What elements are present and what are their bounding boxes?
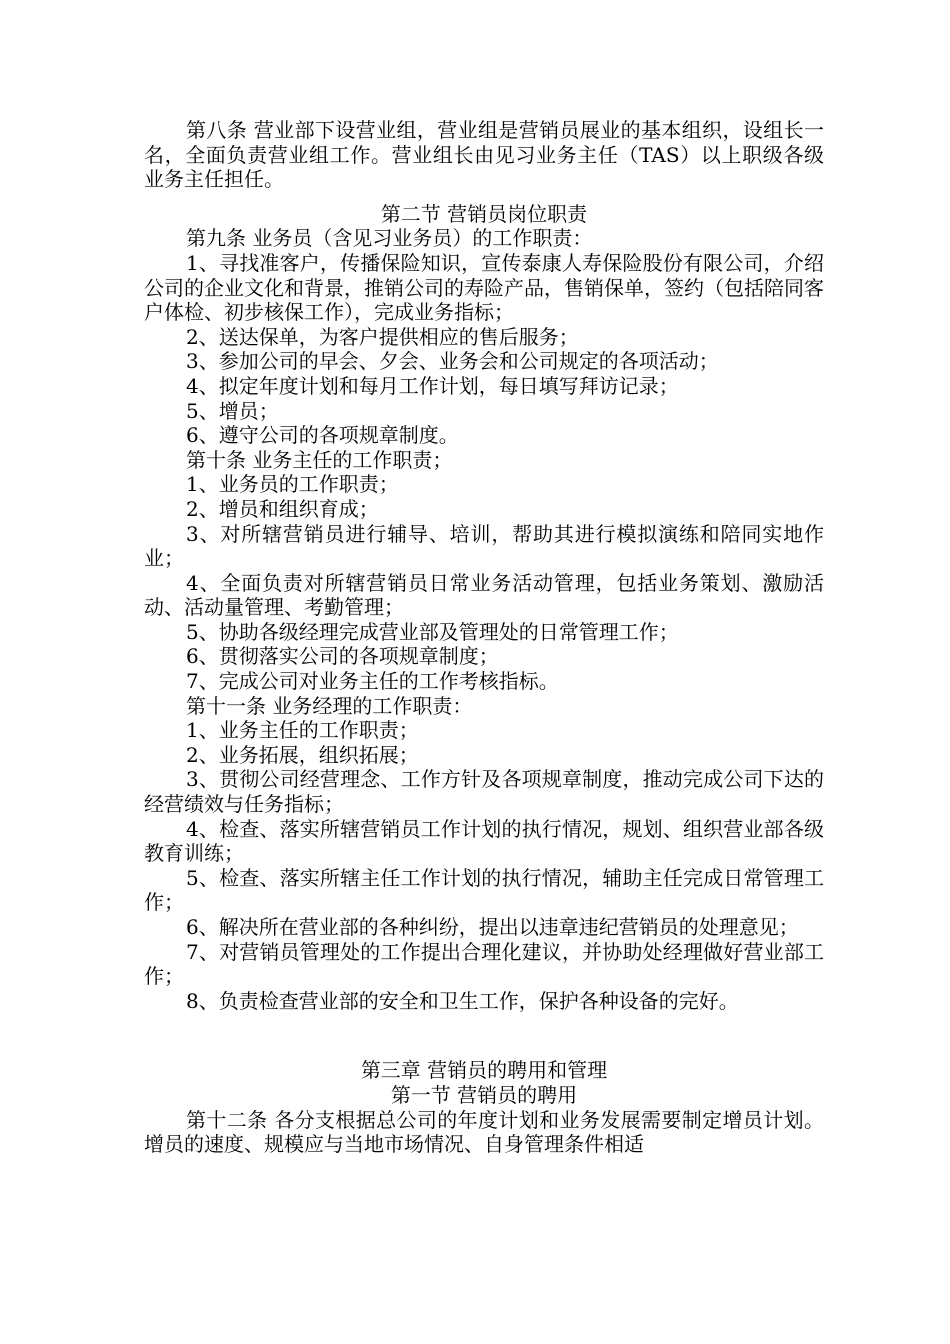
article-11-item-7: 7、对营销员管理处的工作提出合理化建议，并协助处经理做好营业部工作；	[144, 939, 824, 989]
article-9-heading: 第九条 业务员（含见习业务员）的工作职责：	[186, 226, 593, 251]
article-10-item-6: 6、贯彻落实公司的各项规章制度；	[186, 644, 499, 669]
section-2-title: 第二节 营销员岗位职责	[380, 201, 588, 226]
article-11-item-4: 4、检查、落实所辖营销员工作计划的执行情况，规划、组织营业部各级教育训练；	[144, 816, 824, 866]
document-page	[144, 118, 824, 1157]
chapter-3-title: 第三章 营销员的聘用和管理	[360, 1058, 608, 1083]
article-9-item-1: 1、寻找准客户，传播保险知识，宣传泰康人寿保险股份有限公司，介绍公司的企业文化和背景，推销公司的寿险产品，售销保单，签约（包括陪同客户体检、初步核保工作），完成业务指标；	[144, 250, 824, 325]
article-9-item-6: 6、遵守公司的各项规章制度。	[186, 423, 459, 448]
article-11-item-1: 1、业务主任的工作职责；	[186, 718, 419, 743]
article-11-item-2: 2、业务拓展，组织拓展；	[186, 742, 419, 767]
article-10-item-1: 1、业务员的工作职责；	[186, 472, 399, 497]
article-11-heading: 第十一条 业务经理的工作职责：	[186, 693, 473, 718]
article-10-heading: 第十条 业务主任的工作职责；	[186, 447, 453, 472]
article-10-item-5: 5、协助各级经理完成营业部及管理处的日常管理工作；	[186, 619, 679, 644]
article-10-item-4: 4、全面负责对所辖营销员日常业务活动管理，包括业务策划、激励活动、活动量管理、考勤管理；	[144, 570, 824, 620]
article-8: 第八条 营业部下设营业组，营业组是营销员展业的基本组织，设组长一名，全面负责营业组工作。营业组长由见习业务主任（TAS）以上职级各级业务主任担任。	[144, 118, 824, 192]
article-11-item-3: 3、贯彻公司经营理念、工作方针及各项规章制度，推动完成公司下达的经营绩效与任务指标；	[144, 767, 824, 817]
article-11-item-8: 8、负责检查营业部的安全和卫生工作，保护各种设备的完好。	[186, 988, 739, 1013]
article-9-item-3: 3、参加公司的早会、夕会、业务会和公司规定的各项活动；	[186, 349, 719, 374]
article-12: 第十二条 各分支根据总公司的年度计划和业务发展需要制定增员计划。增员的速度、规模应与当地市场情况、自身管理条件相适	[144, 1107, 824, 1157]
article-10-item-2: 2、增员和组织育成；	[186, 496, 379, 521]
spacer	[144, 1013, 824, 1058]
article-9-item-5: 5、增员；	[186, 398, 279, 423]
article-10-item-3: 3、对所辖营销员进行辅导、培训，帮助其进行模拟演练和陪同实地作业；	[144, 521, 824, 571]
article-10-item-7: 7、完成公司对业务主任的工作考核指标。	[186, 669, 559, 694]
article-9-item-4: 4、拟定年度计划和每月工作计划，每日填写拜访记录；	[186, 373, 679, 398]
chapter-3-section-1-title: 第一节 营销员的聘用	[390, 1082, 578, 1107]
article-9-item-2: 2、送达保单，为客户提供相应的售后服务；	[186, 324, 579, 349]
spacer	[144, 192, 824, 202]
article-11-item-5: 5、检查、落实所辖主任工作计划的执行情况，辅助主任完成日常管理工作；	[144, 865, 824, 915]
article-11-item-6: 6、解决所在营业部的各种纠纷，提出以违章违纪营销员的处理意见；	[186, 915, 799, 939]
